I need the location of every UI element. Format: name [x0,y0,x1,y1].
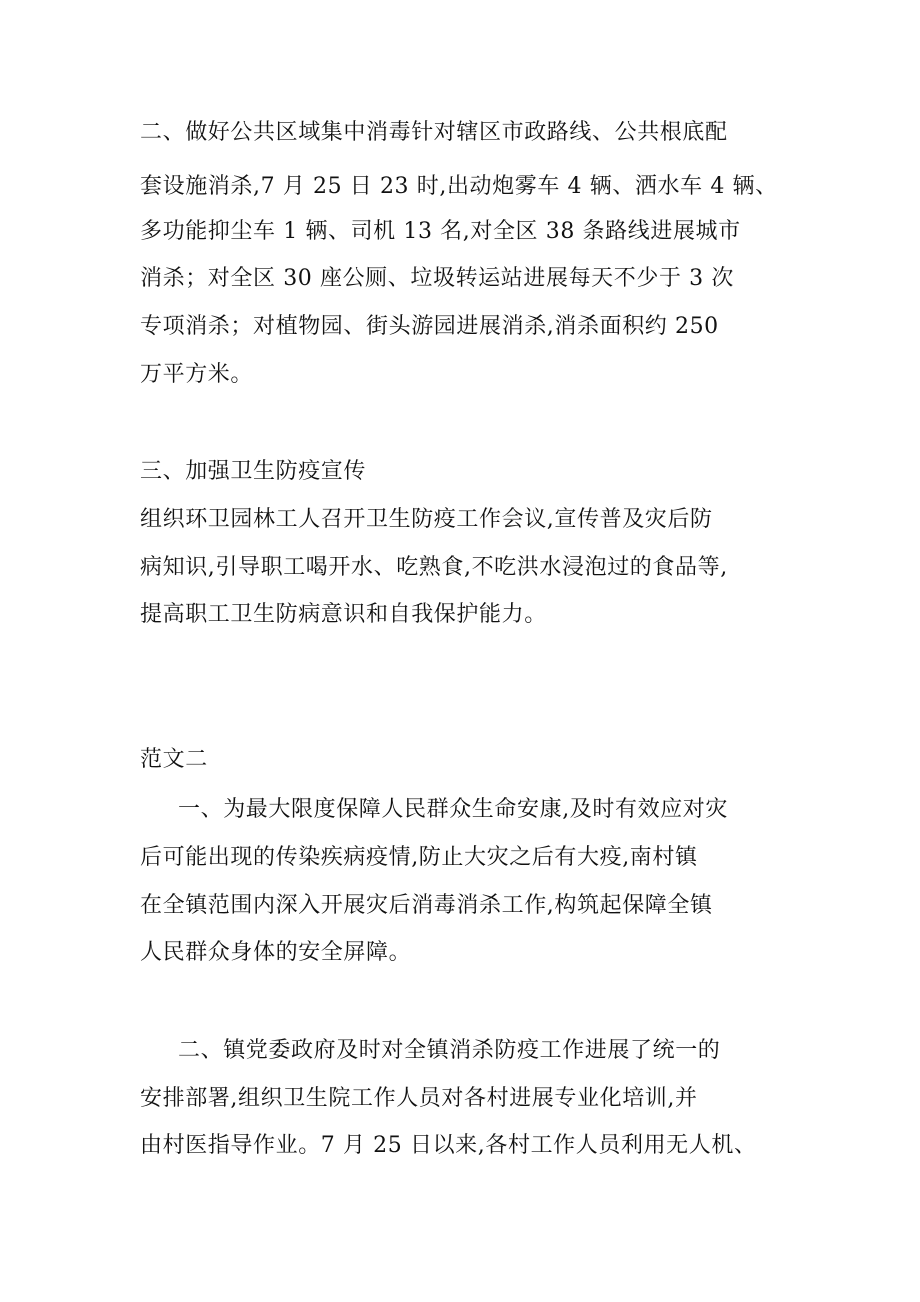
paragraph-line: 在全镇范围内深入开展灾后消毒消杀工作,构筑起保障全镇 [140,893,713,918]
paragraph-line: 消杀；对全区 30 座公厕、垃圾转运站进展每天不少于 3 次 [140,266,734,291]
paragraph-line: 人民群众身体的安全屏障。 [140,940,412,965]
section-heading: 三、加强卫生防疫宣传 [140,459,367,484]
paragraph-line: 由村医指导作业。7 月 25 日以来,各村工作人员利用无人机、 [140,1133,757,1158]
paragraph-line: 二、做好公共区域集中消毒针对辖区市政路线、公共根底配 [140,120,728,145]
paragraph-line: 套设施消杀,7 月 25 日 23 时,出动炮雾车 4 辆、洒水车 4 辆、 [140,174,778,199]
paragraph-line: 专项消杀；对植物园、街头游园进展消杀,消杀面积约 250 [140,314,719,339]
paragraph-line: 后可能出现的传染疾病疫情,防止大灾之后有大疫,南村镇 [140,845,698,870]
paragraph-line: 安排部署,组织卫生院工作人员对各村进展专业化培训,并 [140,1086,698,1111]
paragraph-line: 病知识,引导职工喝开水、吃熟食,不吃洪水浸泡过的食品等, [140,555,728,580]
paragraph-line: 多功能抑尘车 1 辆、司机 13 名,对全区 38 条路线进展城市 [140,219,741,244]
section-heading: 范文二 [140,747,208,772]
paragraph-line: 提高职工卫生防病意识和自我保护能力。 [140,602,547,627]
paragraph-line: 万平方米。 [140,362,254,387]
paragraph-line: 二、镇党委政府及时对全镇消杀防疫工作进展了统一的 [178,1038,721,1063]
paragraph-line: 组织环卫园林工人召开卫生防疫工作会议,宣传普及灾后防 [140,507,713,532]
paragraph-line: 一、为最大限度保障人民群众生命安康,及时有效应对灾 [178,797,728,822]
